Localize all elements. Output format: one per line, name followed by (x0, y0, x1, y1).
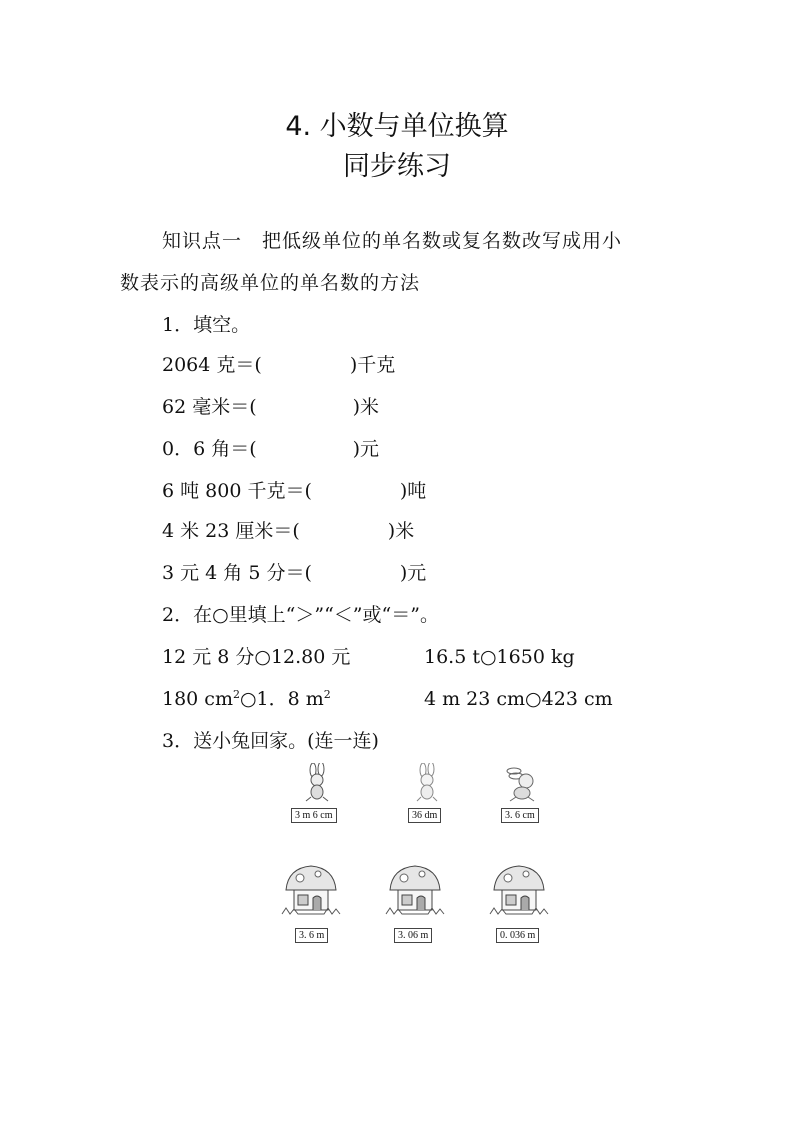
area-value: 180 cm (162, 688, 233, 710)
house-label[interactable]: 0. 036 m (496, 928, 539, 943)
q1-item (162, 352, 395, 378)
page-title-line2: 同步练习 (343, 151, 451, 182)
q1-item-left: 6 吨 800 千克＝( (162, 480, 312, 502)
q3-heading: 3．送小兔回家。(连一连) (162, 730, 379, 752)
q1-item (162, 394, 379, 420)
q1-item-right: )米 (387, 520, 415, 542)
knowledge-point-line2: 数表示的高级单位的单名数的方法 (120, 272, 421, 294)
knowledge-point-line1: 知识点一 把低级单位的单名数或复名数改写成用小 (162, 230, 623, 252)
q1-item (162, 436, 379, 462)
q1-item-left: 3 元 4 角 5 分＝( (162, 562, 312, 584)
rabbit-label[interactable]: 3 m 6 cm (291, 808, 337, 823)
q1-heading: 1．填空。 (162, 314, 251, 336)
q1-item (162, 560, 426, 586)
q1-item-right: )吨 (399, 480, 427, 502)
q2-heading: 2．在○里填上“＞”“＜”或“＝”。 (162, 604, 439, 626)
q1-item-right: )千克 (349, 354, 396, 376)
q1-item (162, 518, 414, 544)
q1-item-left: 0．6 角＝( (162, 438, 257, 460)
house-label[interactable]: 3. 6 m (295, 928, 328, 943)
q2-compare-d: 4 m 23 cm○423 cm (424, 688, 613, 710)
house-label[interactable]: 3. 06 m (394, 928, 432, 943)
q1-item-right: )米 (352, 396, 380, 418)
q1-item (162, 478, 426, 504)
q1-item-right: )元 (399, 562, 427, 584)
rabbit-icon (412, 763, 444, 803)
q2-compare-b: 16.5 t○1650 kg (424, 646, 575, 668)
rabbit-icon (302, 763, 334, 803)
mushroom-house-icon (280, 862, 342, 918)
page-title-line1: 4. 小数与单位换算 (285, 111, 509, 142)
q1-item-left: 62 毫米＝( (162, 396, 257, 418)
rabbit-icon (502, 763, 540, 803)
rabbit-label[interactable]: 3. 6 cm (501, 808, 539, 823)
area-value-2: ○1．8 m (239, 688, 324, 710)
q2-compare-a: 12 元 8 分○12.80 元 (162, 646, 351, 668)
mushroom-house-icon (488, 862, 550, 918)
q1-item-left: 4 米 23 厘米＝( (162, 520, 300, 542)
q1-item-left: 2064 克＝( (162, 354, 262, 376)
exponent: 2 (323, 688, 331, 701)
rabbit-label[interactable]: 36 dm (408, 808, 441, 823)
q1-item-right: )元 (352, 438, 380, 460)
mushroom-house-icon (384, 862, 446, 918)
q2-compare-c (162, 686, 331, 712)
exponent: 2 (232, 688, 240, 701)
